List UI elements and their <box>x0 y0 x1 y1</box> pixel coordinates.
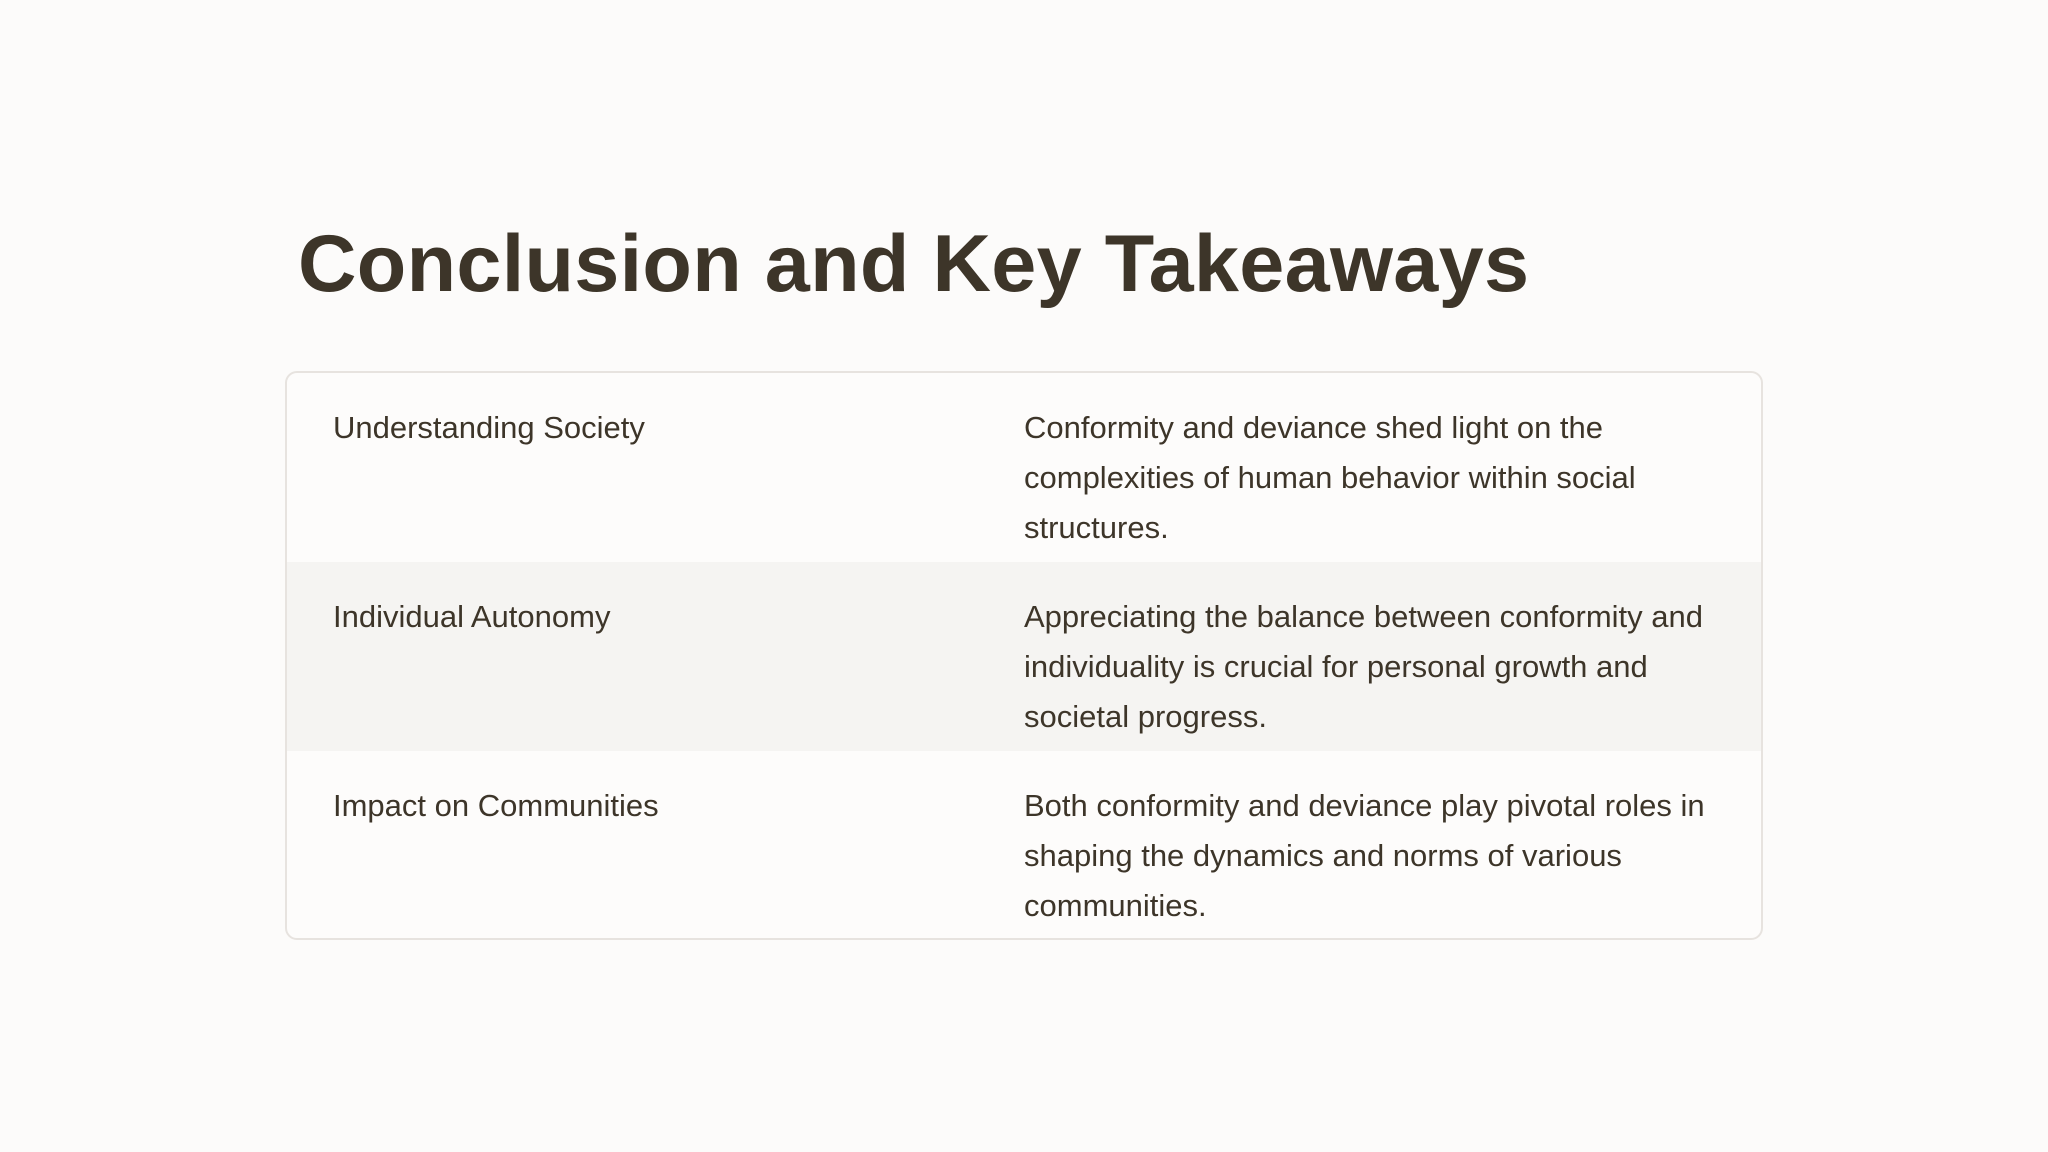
row-key-impact-on-communities: Impact on Communities <box>333 788 659 823</box>
row-value-understanding-society: Conformity and deviance shed light on the complexities of human behavior within social structures. <box>1024 410 1636 545</box>
table-row <box>287 751 1761 940</box>
table-row <box>287 562 1761 751</box>
table-row <box>287 373 1761 562</box>
row-key-individual-autonomy: Individual Autonomy <box>333 599 611 634</box>
takeaways-table <box>285 371 1763 940</box>
row-key-understanding-society: Understanding Society <box>333 410 645 445</box>
row-value-individual-autonomy: Appreciating the balance between conformity and individuality is crucial for personal growth and societal progress. <box>1024 599 1703 734</box>
row-value-impact-on-communities: Both conformity and deviance play pivotal roles in shaping the dynamics and norms of various communities. <box>1024 788 1705 923</box>
page-title: Conclusion and Key Takeaways <box>298 219 1530 309</box>
